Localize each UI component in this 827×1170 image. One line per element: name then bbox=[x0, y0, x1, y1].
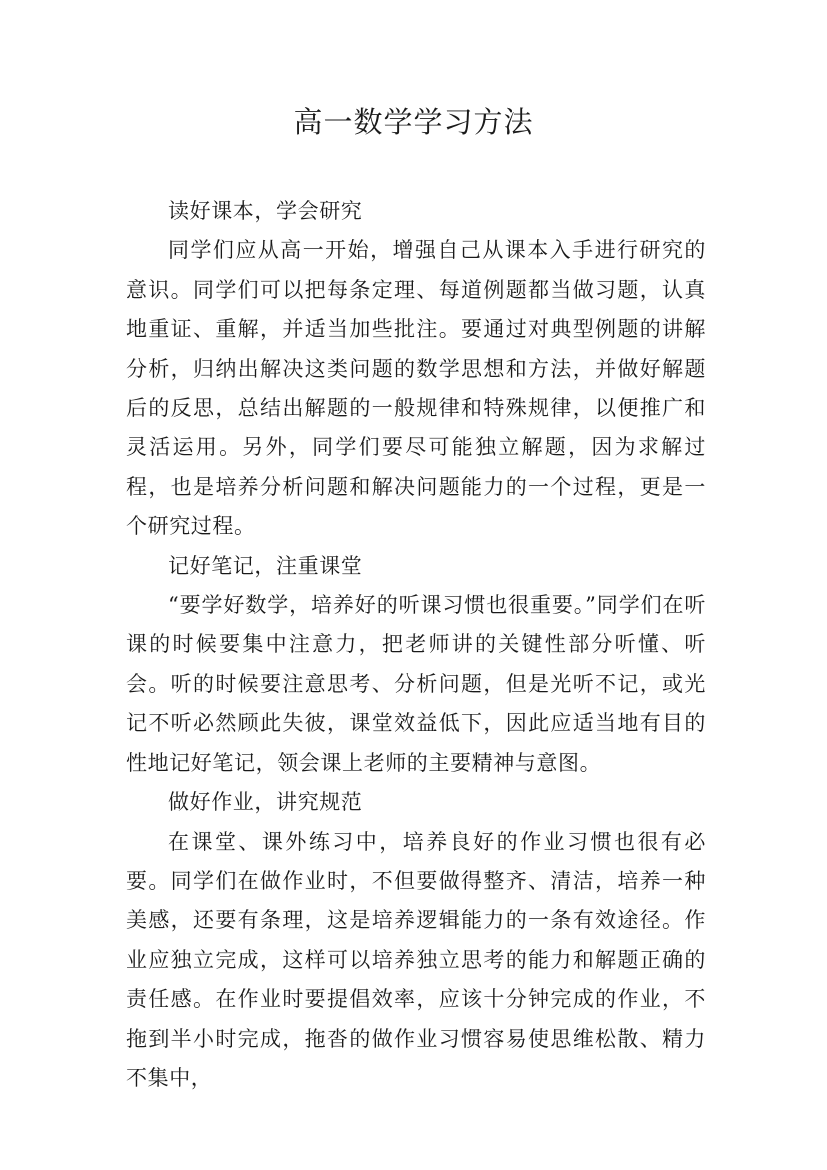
document-body bbox=[126, 192, 706, 1098]
section-heading-textbook: 读好课本，学会研究 bbox=[168, 199, 363, 223]
section-heading-homework: 做好作业，讲究规范 bbox=[168, 790, 363, 815]
section-paragraph-notes: “要学好数学，培养好的听课习惯也很重要。”同学们在听课的时候要集中注意力，把老师讲的关键性部分听懂、听会。听的时候要注意思考、分析问题，但是光听不记，或光记不听必然顾此失彼，课堂效益低下，因此应适当地有目的性地记好笔记，领会课上老师的主要精神与意图。 bbox=[126, 593, 706, 775]
section-heading-notes: 记好笔记，注重课堂 bbox=[168, 553, 363, 578]
document-title: 高一数学学习方法 bbox=[293, 105, 534, 139]
section-paragraph-textbook: 同学们应从高一开始，增强自己从课本入手进行研究的意识。同学们可以把每条定理、每道例题都当做习题，认真地重证、重解，并适当加些批注。要通过对典型例题的讲解分析，归纳出解决这类问题的数学思想和方法，并做好解题后的反思，总结出解题的一般规律和特殊规律，以便推广和灵活运用。另外，同学们要尽可能独立解题，因为求解过程，也是培养分析问题和解决问题能力的一个过程，更是一个研究过程。 bbox=[126, 238, 706, 539]
section-paragraph-homework: 在课堂、课外练习中，培养良好的作业习惯也很有必要。同学们在做作业时，不但要做得整齐、清洁，培养一种美感，还要有条理，这是培养逻辑能力的一条有效途径。作业应独立完成，这样可以培养独立思考的能力和解题正确的责任感。在作业时要提倡效率，应该十分钟完成的作业，不拖到半小时完成，拖沓的做作业习惯容易使思维松散、精力不集中， bbox=[126, 829, 706, 1090]
